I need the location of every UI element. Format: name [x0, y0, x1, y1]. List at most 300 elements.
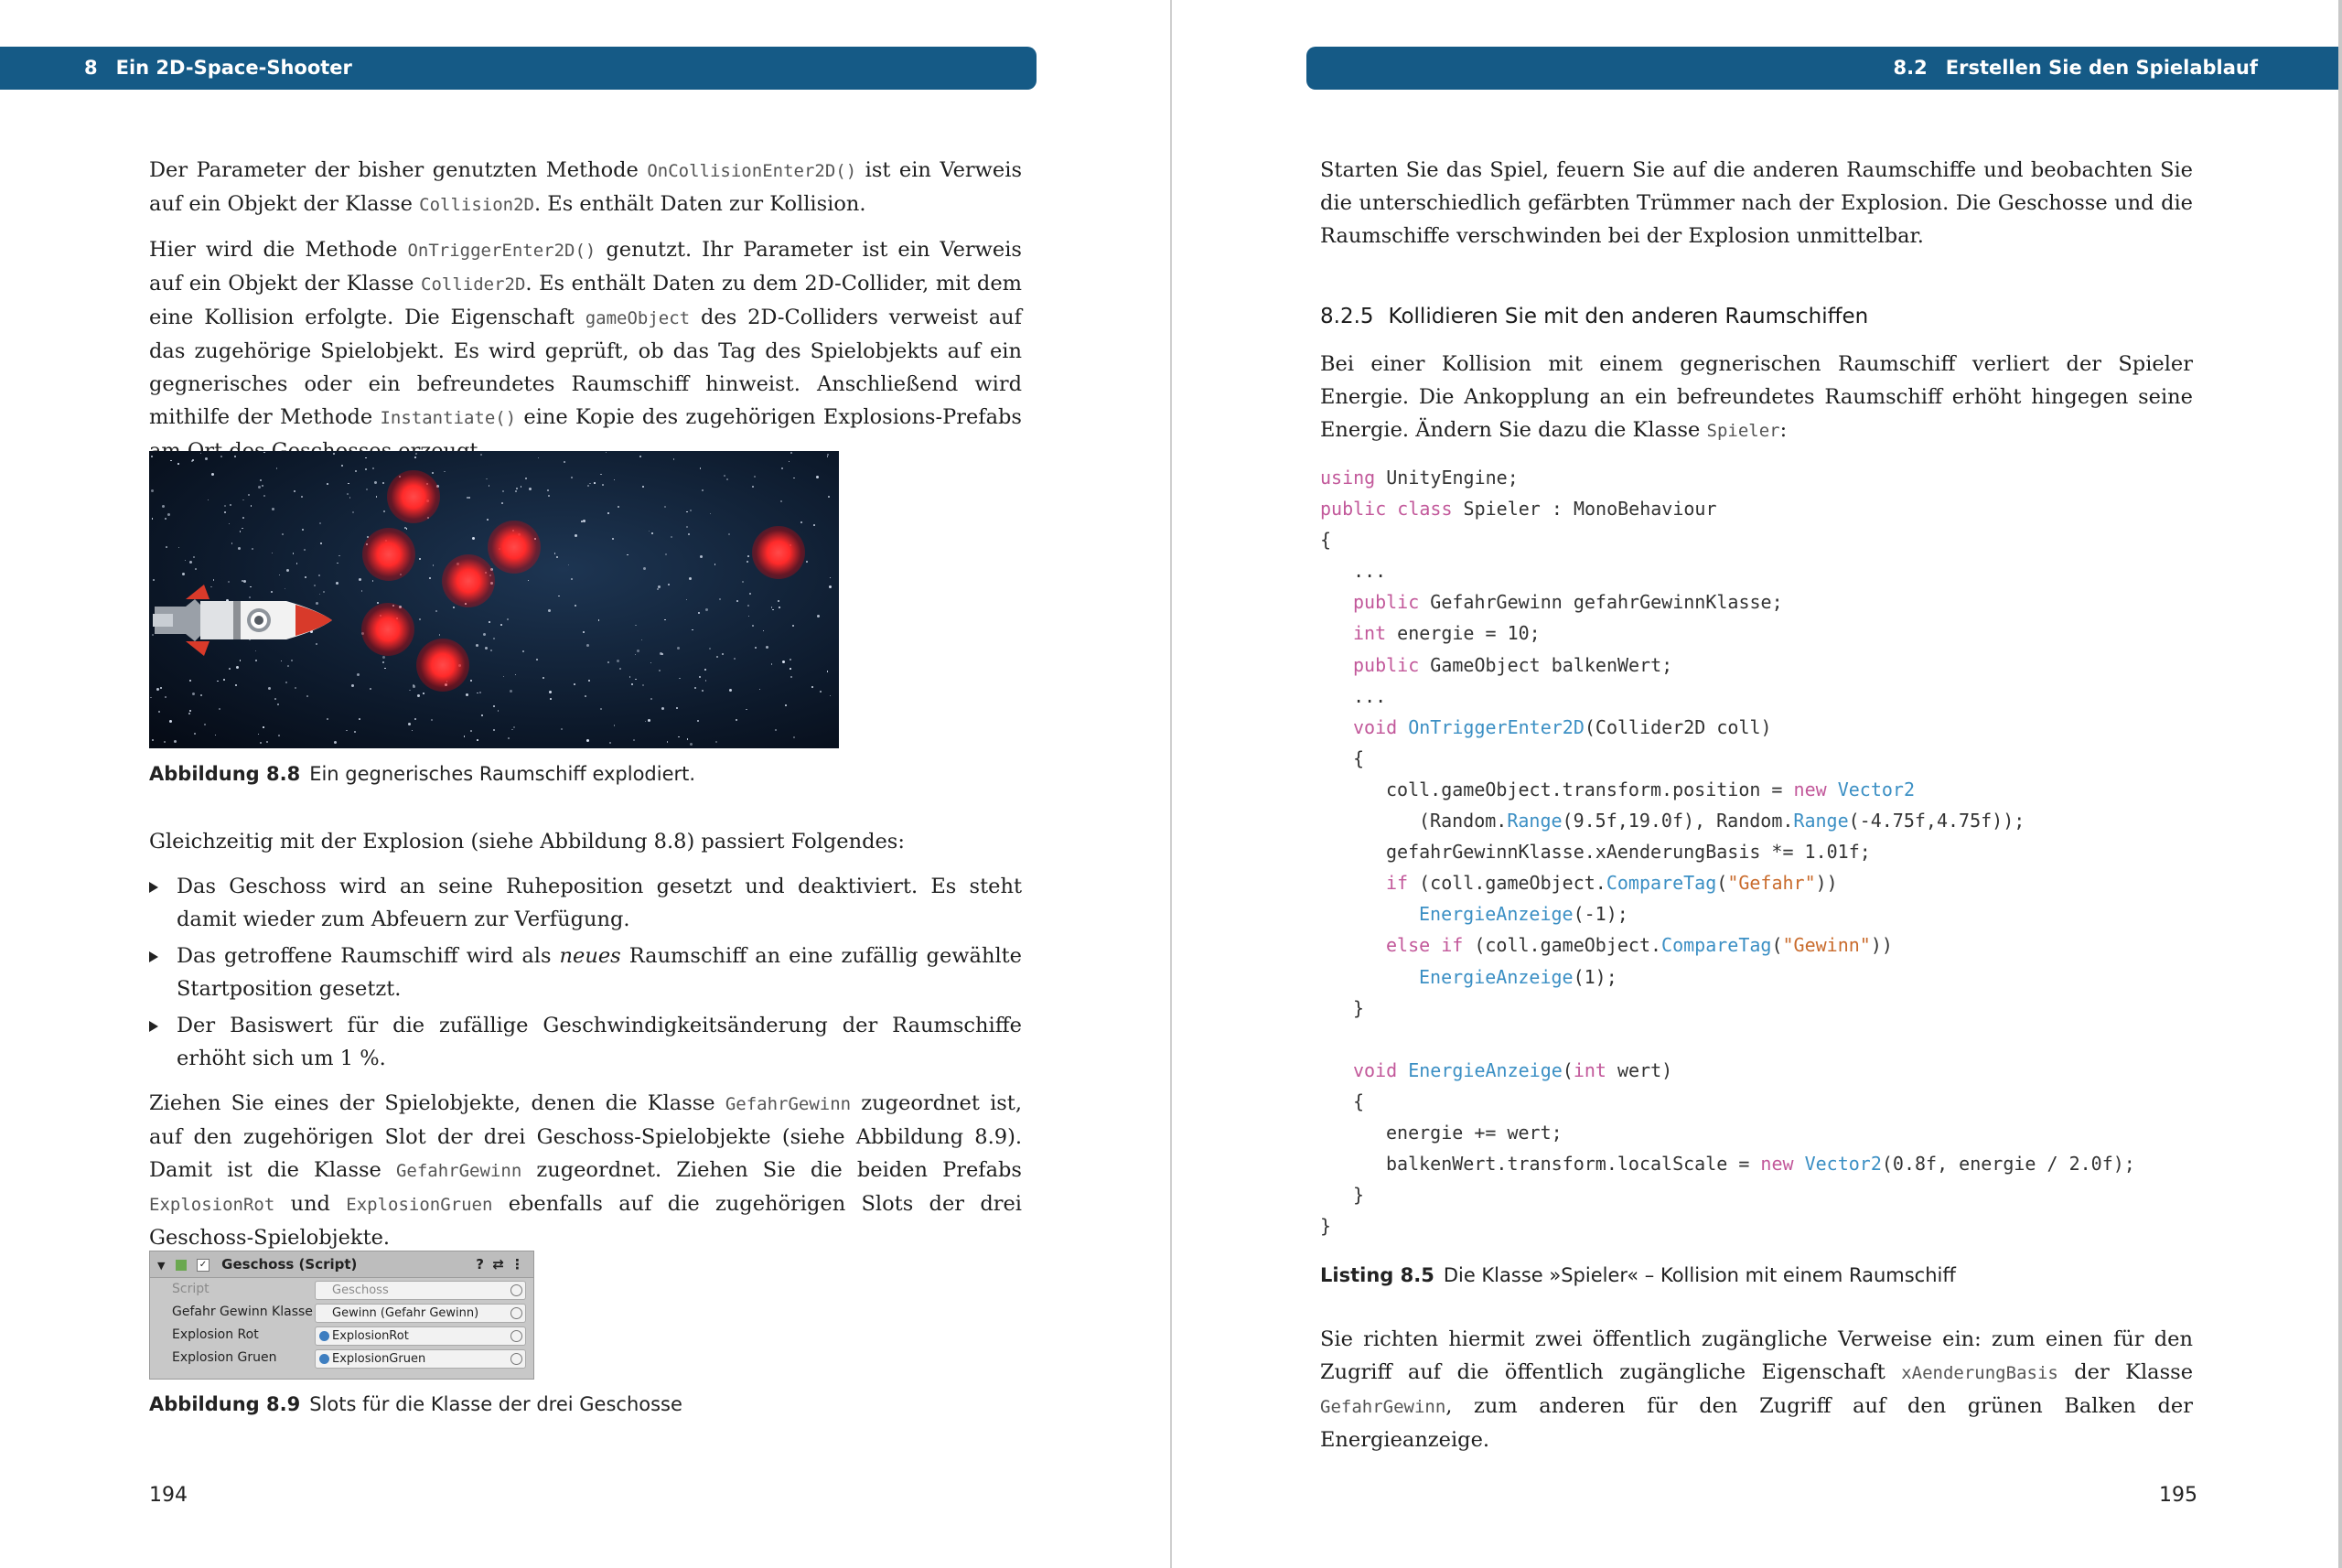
star [185, 560, 187, 562]
star [564, 461, 565, 463]
star [699, 676, 701, 678]
explosion-rot-slot[interactable]: ExplosionRot [315, 1326, 526, 1346]
star [742, 581, 744, 583]
star [320, 542, 322, 544]
page-number: 194 [149, 1484, 188, 1507]
star [648, 719, 650, 722]
star [272, 508, 274, 510]
star [627, 554, 628, 556]
star [639, 456, 641, 457]
star [719, 598, 721, 600]
star [189, 561, 192, 564]
star [236, 666, 239, 669]
star [242, 499, 244, 501]
star [248, 494, 250, 496]
star [178, 547, 180, 549]
star [470, 680, 472, 682]
star [635, 679, 637, 681]
star [419, 558, 421, 560]
star [318, 575, 320, 576]
star [516, 488, 518, 489]
code-line: coll.gameObject.transform.position = new Vector2 [1386, 778, 1915, 800]
star [235, 684, 237, 686]
star [571, 477, 573, 478]
star [538, 457, 540, 459]
star [515, 674, 517, 676]
star [327, 718, 328, 720]
star [415, 453, 417, 455]
star [678, 736, 680, 738]
star [618, 506, 619, 508]
star [600, 474, 602, 476]
paragraph: Der Parameter der bisher genutzten Methode OnCollisionEnter2D() ist ein Verweis auf ein Objekt der Klasse Collision2D. Es enthält Daten zur Kollision. [149, 158, 1022, 216]
star [174, 740, 177, 743]
star [435, 610, 437, 612]
star [151, 456, 153, 457]
star [571, 578, 573, 580]
code-line: { [1353, 1090, 1365, 1112]
star [549, 691, 552, 693]
star [485, 647, 488, 650]
inspector-row-gefahr-gewinn: Gefahr Gewinn Klasse Gewinn (Gefahr Gewinn) [150, 1301, 533, 1324]
star [351, 684, 354, 687]
inspector-header [150, 1251, 533, 1278]
chapter-title: Ein 2D-Space-Shooter [115, 57, 352, 79]
star [347, 493, 349, 495]
star [694, 687, 696, 689]
star [736, 719, 737, 721]
help-icon[interactable]: ? [476, 1256, 484, 1273]
star [229, 523, 231, 525]
star [166, 546, 167, 548]
star [151, 489, 154, 492]
star [676, 707, 678, 709]
star [820, 691, 822, 693]
page-number: 195 [2159, 1484, 2197, 1507]
star [170, 460, 172, 462]
star [633, 739, 635, 741]
star [754, 476, 756, 478]
star [790, 659, 791, 660]
star [664, 506, 666, 508]
code-line: public class Spieler : MonoBehaviour [1320, 498, 1717, 521]
star [263, 452, 265, 454]
star [598, 619, 600, 621]
list-item: Der Basiswert für die zufällige Geschwindigkeitsänderung der Raumschiffe erhöht sich um 1 %. [149, 1009, 1022, 1075]
star [169, 720, 172, 723]
star [293, 553, 295, 554]
star [189, 710, 191, 712]
star [780, 500, 782, 502]
star [357, 673, 360, 676]
code-line: } [1320, 1215, 1332, 1238]
star [272, 553, 274, 554]
star [705, 680, 707, 682]
star [589, 483, 591, 485]
star [476, 644, 478, 647]
star [692, 629, 693, 631]
star [790, 452, 792, 454]
star [746, 709, 747, 711]
enabled-checkbox[interactable]: ✓ [197, 1259, 209, 1272]
star [747, 555, 749, 557]
star [470, 730, 472, 732]
star [263, 495, 265, 497]
star [651, 532, 653, 534]
right-text-intro [1320, 348, 2193, 459]
rocket-icon [149, 579, 341, 661]
code-line: int energie = 10; [1353, 622, 1541, 645]
star [702, 690, 704, 692]
star [686, 511, 688, 513]
star [240, 531, 242, 532]
chapter-number: 8 [84, 57, 98, 79]
star [352, 511, 354, 513]
star [635, 625, 637, 627]
star [724, 475, 725, 477]
star [673, 458, 675, 460]
star [813, 524, 815, 526]
star [382, 661, 384, 663]
star [433, 564, 435, 566]
star [372, 467, 374, 469]
star [664, 619, 666, 621]
star [588, 680, 590, 682]
star [817, 615, 820, 618]
star [304, 549, 306, 551]
star [285, 682, 287, 683]
left-text-top [149, 154, 1022, 479]
star [792, 625, 794, 627]
star [722, 653, 724, 655]
star [408, 723, 411, 725]
star [641, 639, 643, 641]
star [827, 454, 829, 456]
star [287, 665, 289, 667]
star [747, 561, 748, 563]
star [338, 555, 340, 557]
more-icon[interactable]: ⋮ [510, 1256, 524, 1273]
star [521, 486, 522, 488]
star [755, 647, 757, 649]
star [606, 452, 607, 454]
explosion-glow [387, 470, 440, 523]
paragraph: Gleichzeitig mit der Explosion (siehe Abbildung 8.8) passiert Folgendes: [149, 830, 905, 854]
code-line: { [1320, 529, 1332, 552]
star [657, 588, 659, 590]
star [734, 658, 736, 660]
star [631, 683, 633, 685]
star [642, 486, 644, 488]
star [274, 698, 276, 700]
star [687, 738, 689, 740]
star [487, 519, 489, 521]
page-edge [2338, 0, 2342, 1568]
star [346, 730, 348, 732]
explosion-glow [752, 526, 805, 579]
settings-icon[interactable]: ⇄ [492, 1256, 504, 1273]
gefahr-gewinn-slot[interactable]: Gewinn (Gefahr Gewinn) [315, 1304, 526, 1323]
star [747, 605, 749, 607]
star [789, 461, 790, 463]
code-line: EnergieAnzeige(-1); [1419, 903, 1628, 926]
star [502, 490, 504, 492]
section-heading: 8.2.5 Kollidieren Sie mit den anderen Raumschiffen [1320, 305, 1869, 328]
star [752, 625, 754, 627]
star [334, 741, 337, 744]
star [583, 631, 585, 633]
script-icon [176, 1260, 187, 1271]
star [301, 496, 303, 498]
star [686, 526, 688, 528]
star [511, 729, 513, 731]
star [614, 725, 616, 726]
explosion-glow [362, 528, 415, 581]
star [429, 577, 431, 579]
section-number: 8.2 [1893, 57, 1928, 79]
star [574, 683, 575, 685]
star [211, 473, 214, 476]
script-field: Geschoss [315, 1281, 526, 1300]
list-item: Das Geschoss wird an seine Ruheposition gesetzt und deaktiviert. Es steht damit wieder zum Abfeuern zur Verfügung. [149, 870, 1022, 936]
star [716, 656, 718, 658]
star [158, 711, 160, 713]
star [359, 718, 360, 720]
star [305, 576, 306, 578]
star [763, 630, 765, 632]
paragraph: Bei einer Kollision mit einem gegnerischen Raumschiff verliert der Spieler Energie. Die Ankopplung an ein befreundetes Raumschiff erhöht hingegen seine Energie. Ändern Sie dazu die Klasse Spieler: [1320, 352, 2193, 442]
star [423, 693, 424, 694]
star [650, 662, 652, 664]
star [365, 457, 367, 459]
object-picker-icon [510, 1353, 522, 1365]
star [548, 495, 550, 497]
star [481, 714, 483, 716]
star [382, 656, 385, 659]
star [816, 476, 819, 478]
star [515, 490, 517, 492]
star [152, 518, 154, 520]
star [827, 671, 829, 672]
star [319, 522, 321, 524]
star [775, 729, 777, 731]
star [575, 534, 577, 537]
star [828, 496, 830, 498]
star [585, 695, 586, 697]
star [614, 479, 616, 481]
star [493, 705, 495, 707]
star [513, 726, 515, 728]
star [468, 497, 470, 499]
star [483, 633, 486, 636]
star [561, 728, 563, 730]
star [771, 663, 773, 665]
star [194, 733, 196, 735]
star [700, 467, 702, 469]
space-shooter-screenshot [149, 451, 839, 748]
star [160, 687, 162, 689]
star [167, 513, 170, 516]
star [748, 616, 750, 618]
paragraph: Hier wird die Methode OnTriggerEnter2D() genutzt. Ihr Parameter ist ein Verweis auf ein Objekt der Klasse Collider2D. Es enthält Daten zu dem 2D-Collider, mit dem eine Kollision erfolgte. Die Eigenschaft gameObject des 2D-Colliders verweist auf das zugehörige Spielobjekt. Es wird geprüft, ob das Tag des Spielobjekts auf ein gegnerisches oder ein befreundetes Raumschiff hinweist. Anschließend wird mithilfe der Methode Instantiate() eine Kopie des zugehörigen Explosions-Prefabs [149, 238, 1022, 429]
star [498, 710, 500, 712]
star [224, 505, 226, 507]
code-line: public GefahrGewinn gefahrGewinnKlasse; [1353, 591, 1783, 614]
star [781, 467, 783, 469]
star [365, 468, 367, 470]
star [341, 465, 343, 467]
star [507, 618, 509, 620]
star [500, 624, 502, 626]
star [501, 502, 503, 504]
star [772, 609, 774, 611]
star [715, 741, 717, 743]
code-line: { [1353, 746, 1365, 769]
star [279, 575, 281, 576]
star [286, 569, 289, 572]
star [277, 703, 279, 705]
star [547, 489, 549, 491]
star [635, 654, 637, 656]
star [260, 479, 262, 481]
star [665, 553, 667, 555]
star [709, 648, 711, 650]
star [276, 467, 278, 469]
star [729, 689, 732, 692]
star [550, 698, 552, 700]
star [528, 580, 530, 582]
star [217, 681, 219, 682]
section-title: Erstellen Sie den Spielablauf [1945, 57, 2258, 79]
star [486, 478, 488, 480]
star [554, 553, 556, 554]
star [215, 735, 217, 736]
star [710, 513, 712, 515]
star [219, 708, 220, 710]
running-header-left [0, 47, 1037, 90]
star [785, 704, 787, 706]
star [262, 485, 263, 487]
star [477, 693, 478, 694]
star [382, 482, 384, 484]
star [688, 533, 690, 535]
paragraph: Starten Sie das Spiel, feuern Sie auf die anderen Raumschiffe und beobachten Sie die unterschiedlich gefärbten Trümmer nach der Explosion. Die Geschosse und die Raumschiffe verschwinden bei der Explosion unmittelbar. [1320, 158, 2193, 248]
star [188, 713, 190, 714]
star [182, 573, 185, 575]
star [349, 497, 351, 499]
star [479, 692, 481, 693]
explosion-gruen-slot[interactable]: ExplosionGruen [315, 1349, 526, 1369]
star [642, 684, 644, 686]
star [609, 742, 611, 744]
star [759, 689, 761, 691]
object-picker-icon [510, 1330, 522, 1342]
inspector-row-script: Script Geschoss [150, 1278, 533, 1301]
star [419, 618, 421, 620]
star [439, 634, 441, 636]
star [189, 680, 191, 682]
star [220, 456, 222, 457]
star [617, 660, 619, 662]
star [793, 478, 795, 479]
star [587, 485, 589, 487]
star [165, 518, 167, 520]
code-line: ... [1331, 684, 1387, 707]
star [782, 660, 785, 663]
star [238, 547, 241, 550]
star [376, 496, 378, 498]
figure-caption: Abbildung 8.9 Slots für die Klasse der drei Geschosse [149, 1393, 682, 1415]
code-line: using UnityEngine; [1320, 467, 1519, 489]
star [295, 687, 296, 689]
star [156, 688, 159, 691]
star [690, 743, 693, 746]
star [370, 688, 371, 690]
star [413, 685, 415, 688]
star [536, 659, 538, 660]
code-listing [1320, 462, 2135, 1241]
star [686, 599, 688, 601]
star [355, 470, 357, 472]
star [586, 739, 589, 742]
star [150, 697, 152, 699]
collapse-arrow-icon[interactable]: ▼ [157, 1260, 166, 1272]
star [705, 608, 708, 611]
running-header-right [1306, 47, 2342, 90]
star [503, 676, 505, 678]
star [258, 734, 260, 736]
star [374, 481, 377, 484]
star [690, 510, 692, 511]
star [472, 537, 475, 540]
star [192, 693, 195, 695]
list-item: Das getroffene Raumschiff wird als neues Raumschiff an eine zufällig gewählte Startposition gesetzt. [149, 940, 1022, 1005]
star [354, 731, 356, 733]
star [728, 533, 730, 535]
star [333, 453, 335, 455]
star [229, 668, 231, 670]
star [414, 456, 416, 458]
star [208, 499, 209, 501]
star [529, 488, 532, 490]
code-line: gefahrGewinnKlasse.xAenderungBasis *= 1.01f; [1386, 841, 1871, 864]
star [698, 612, 700, 614]
star [771, 607, 773, 608]
star [510, 690, 512, 693]
star [778, 600, 779, 602]
star [260, 742, 262, 744]
star [200, 694, 202, 696]
star [779, 607, 780, 608]
star [668, 584, 670, 585]
star [612, 538, 614, 540]
explosion-glow [442, 554, 495, 607]
star [152, 739, 154, 741]
star [453, 607, 455, 608]
star [384, 668, 386, 670]
star [726, 478, 728, 480]
code-line [1320, 1024, 2135, 1055]
code-line: balkenWert.transform.localScale = new Vector2(0.8f, energie / 2.0f); [1386, 1153, 2135, 1176]
star [412, 730, 414, 732]
star [489, 485, 490, 487]
star [230, 504, 231, 506]
star [266, 741, 268, 743]
star [800, 521, 802, 523]
star [689, 577, 692, 580]
left-text-bottom [149, 825, 1022, 1266]
star [268, 687, 271, 690]
